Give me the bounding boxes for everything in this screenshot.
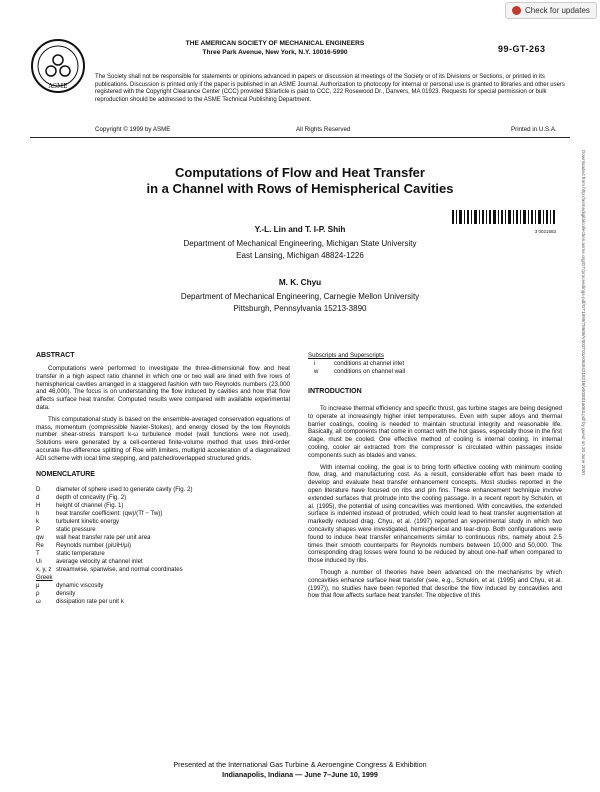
abstract-paragraph-1: Computations were performed to investigate the three-dimensional flow and heat transfer in a high aspect ratio channel in which one or two wall are lined with five rows of hemispherical cavities arranged in a staggered fashion with two Reynolds numbers (23,000 and 46,000). The focus is on understanding the flow induced by cavities and how that flow affects surface heat transfer. Computed results were compared with available experimental data. [36,365,290,411]
nomenclature-definition: average velocity at channel inlet [56,557,143,565]
subscript-definition: conditions at channel inlet [334,360,405,367]
subscript-symbol: w [314,368,319,375]
nomenclature-definition: streamwise, spanwise, and normal coordinates [56,565,183,573]
author-place-2: Pittsburgh, Pennsylvania 15213-3890 [233,304,367,313]
nomenclature-definition: wall heat transfer rate per unit area [56,533,151,541]
nomenclature-item [36,550,290,558]
header-rule [30,137,570,138]
nomenclature-item [36,518,290,526]
author-names-2: M. K. Chyu [278,278,322,287]
paper-title-line-1: Computations of Flow and Heat Transfer [175,165,425,180]
nomenclature-list [36,486,290,606]
subscript-item [308,368,562,376]
nomenclature-item [36,510,290,518]
nomenclature-item [36,558,290,566]
nomenclature-symbol: H [36,501,41,509]
subscript-item [308,360,562,368]
update-icon [512,6,521,15]
nomenclature-definition: density [56,589,76,597]
disclaimer: The Society shall not be responsible for statements or opinions advanced in papers or discussion at meetings of the Society or of its Divisions or Sections, or printed in its publications. Discussion is printed only if the paper is published in an ASME Journal. Authorization to photocopy for internal or personal use is granted to libraries and other users registered with the Copyright Clearance Center (CCC) provided $3/article is paid to CCC, 222 Rosewood Dr., Danvers, MA 01923. Requests for special permission or bulk reproduction should be addressed to the ASME Technical Publishing Department. [95,74,565,103]
subscripts-heading-label: Subscripts and Superscripts [308,352,384,359]
nomenclature-item [36,486,290,494]
introduction-body [308,405,562,600]
introduction-paragraph-1: To increase thermal efficiency and specific thrust, gas turbine stages are being designed to operate at increasingly higher inlet temperatures. Even with super alloys and thermal barrier coatings, cooling is needed to maintain structural integrity and reasonable life. Basically, all components that come in contact with the hot gases, especially those in the first stage, must be cooled. One effective method of cooling is internal cooling. In internal cooling, cooler air extracted from the compressor is circulated within passages inside components such as blades and vanes. [308,405,562,459]
abstract-heading: ABSTRACT [36,352,75,359]
nomenclature-symbol: qw [36,533,44,541]
nomenclature-symbol: T [36,549,40,557]
nomenclature-item [36,526,290,534]
subscripts-heading [308,352,562,360]
greek-heading-label: Greek [36,573,53,581]
paper-title-line-2: in a Channel with Rows of Hemispherical Cavities [146,181,454,196]
nomenclature-definition: static pressure [56,525,96,533]
introduction-paragraph-3: Though a number of theories have been advanced on the mechanisms by which concavities enhance surface heat transfer (see, e.g., Schukin, et al. (1995) and Chyu, et al. (1997)), no studies have been reported that describe the flow induced by concavities and how that flow affects surface heat transfer. The objective of this [308,568,562,600]
nomenclature-item [36,494,290,502]
nomenclature-definition: dynamic viscosity [56,581,104,589]
nomenclature-definition: diameter of sphere used to generate cavity (Fig. 2) [56,485,193,493]
author-names-1: Y.-L. Lin and T. I-P. Shih [254,225,346,234]
nomenclature-item [36,566,290,574]
nomenclature-definition: dissipation rate per unit k [56,597,124,605]
author-place-1: East Lansing, Michigan 48824-1226 [236,251,364,260]
svg-text:ASME: ASME [48,83,68,90]
asme-logo [30,38,86,94]
nomenclature-symbol: k [36,517,40,525]
abstract-body [36,365,290,463]
nomenclature-definition: turbulent kinetic energy [56,517,120,525]
nomenclature-symbol: Ui [36,557,42,565]
introduction-heading: INTRODUCTION [308,388,362,395]
nomenclature-symbol: h [36,509,40,517]
check-for-updates-badge[interactable] [505,2,597,19]
footer-conference: Presented at the International Gas Turbine & Aeroengine Congress & Exhibition [173,760,427,769]
nomenclature-definition: static temperature [56,549,105,557]
society-address: Three Park Avenue, New York, N.Y. 10016-5990 [202,49,348,56]
nomenclature-symbol: P [36,525,41,533]
nomenclature-symbol: D [36,485,41,493]
nomenclature-definition: Reynolds number (ρiUiH/μi) [56,541,132,549]
copyright: Copyright © 1999 by ASME [95,126,171,133]
left-column [36,352,290,606]
introduction-paragraph-2: With internal cooling, the goal is to bring forth effective cooling with minimum cooling flow, drag, and manufacturing cost. As a result, considerable effort has been made to develop and evaluate heat transfer enhancement concepts. Most studies reported in the open literature have focused on ribs and pin fins. These enhancement technique involve extended surfaces that protrude into the cooling passage. In a recent report by Schukin, et al. (1995), the potential of using concavities was mentioned. With concavities, the extended surface is indented instead of protruded, which could lead to heat transfer augmentation at markedly reduced drag. Chyu, et al. (1997) reported an experimental study in which two concavity shapes were investigated, hemispherical and tear-drop. Both configurations were found to induce heat transfer enhancements similar to continuous ribs, namely about 2.5 times their smooth counterparts for Reynolds numbers between 10,000 and 50,000. The corresponding drag losses were found to be reduced by about one-half when compared to those induced by ribs. [308,463,562,565]
subscript-definition: conditions on channel wall [334,368,406,375]
paper-id: 99-GT-263 [498,44,546,54]
nomenclature-symbol: x, y, z [36,565,52,573]
nomenclature-symbol: Re [36,541,44,549]
nomenclature-heading: NOMENCLATURE [36,470,95,478]
nomenclature-item [36,582,290,590]
abstract-paragraph-2: This computational study is based on the ensemble-averaged conservation equations of mass, momentum (compressible Navier-Stokes), and energy closed by the low Reynolds number shear-stress transport k-ω turbulence model (wall functions were not used). Solutions were generated by a cell-centered finite-volume method that uses third-order accurate flux-difference splitting of Roe with limiters, multigrid acceleration of a diagonalized ADI scheme with local time stepping, and patched/overlapped structured grids. [36,415,290,462]
author-dept-1: Department of Mechanical Engineering, Michigan State University [183,239,417,248]
nomenclature-symbol: ω [36,597,41,605]
nomenclature-item [36,598,290,606]
right-column [308,352,562,604]
nomenclature-symbol: μ [36,581,40,589]
barcode-label: 3 0021583 [534,229,556,234]
check-for-updates-label: Check for updates [525,6,590,15]
subscript-symbol: i [314,360,316,367]
nomenclature-symbol: d [36,493,40,501]
author-dept-2: Department of Mechanical Engineering, Carnegie Mellon University [180,292,420,301]
nomenclature-definition: depth of concavity (Fig. 2) [56,493,127,501]
download-side-note: Downloaded from http://asmedigitalcollection.asme.org/GT/proceedings-pdf/GT1999/78606/V003T01A063/4218218/v003t01a063.pdf by guest on 20 June 2020 [581,150,586,475]
society-name: THE AMERICAN SOCIETY OF MECHANICAL ENGINEERS [185,40,365,47]
all-rights-reserved: All Rights Reserved [296,126,351,133]
greek-heading [36,574,290,582]
nomenclature-definition: heat transfer coefficient: (qw)/(Tf − Tw)) [56,509,163,517]
nomenclature-item [36,542,290,550]
footer-location: Indianapolis, Indiana — June 7–June 10, 1999 [222,770,378,779]
nomenclature-definition: height of channel (Fig. 1) [56,501,124,509]
nomenclature-item [36,590,290,598]
nomenclature-symbol: ρ [36,589,40,597]
nomenclature-item [36,534,290,542]
nomenclature-item [36,502,290,510]
printed-in-usa: Printed in U.S.A. [511,126,557,133]
